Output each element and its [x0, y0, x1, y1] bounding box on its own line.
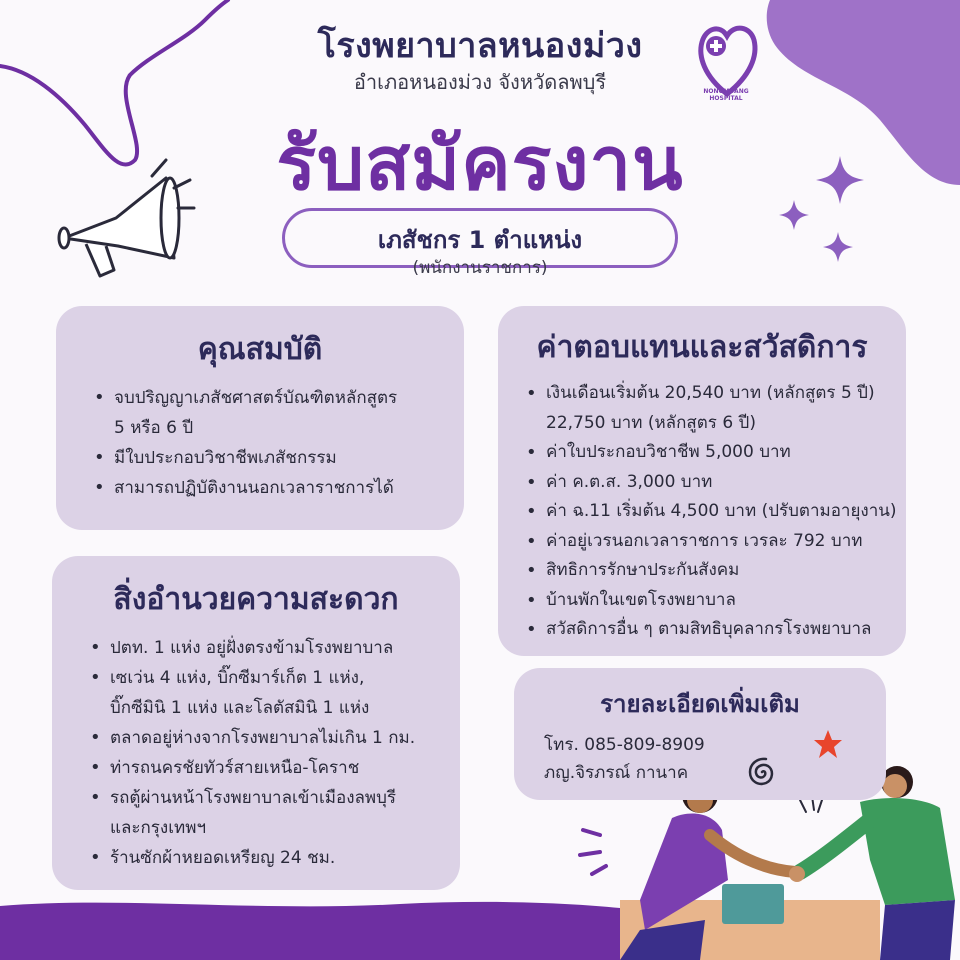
list-item [514, 527, 906, 557]
list-item [82, 383, 464, 443]
district-text: อำเภอหนองม่วง จังหวัดลพบุรี [353, 70, 607, 94]
list-item-text: ตลาดอยู่ห่างจากโรงพยาบาลไม่เกิน 1 กม. [110, 728, 416, 748]
qualifications-title: คุณสมบัติ [197, 332, 323, 367]
list-item-text: ร้านซักผ้าหยอดเหรียญ 24 ชม. [110, 848, 336, 868]
list-item-text: • จบปริญญาเภสัชศาสตร์บัณฑิตหลักสูตร [114, 388, 398, 408]
benefits-list [498, 379, 906, 645]
list-item-text: บิ๊กซีมินิ 1 แห่ง และโลตัสมินิ 1 แห่ง [110, 698, 370, 718]
list-item-text: ค่าอยู่เวรนอกเวลาราชการ เวรละ 792 บาท [546, 530, 863, 551]
list-item [82, 443, 464, 473]
list-item-text: • เงินเดือนเริ่มต้น 20,540 บาท (หลักสูตร 5 ปี) [546, 383, 875, 403]
spiral-icon [742, 752, 782, 792]
list-item-text: • เซเว่น 4 แห่ง, บิ๊กซีมาร์เก็ต 1 แห่ง, [110, 668, 365, 688]
list-item [78, 753, 460, 783]
list-item-text: ท่ารถนครชัยทัวร์สายเหนือ-โคราช [110, 758, 360, 778]
list-item [78, 633, 460, 663]
list-item [78, 843, 460, 873]
list-item-text: และกรุงเทพฯ [110, 818, 206, 838]
list-item [514, 556, 906, 586]
contact-phone: โทร. 085-809-8909 [544, 735, 705, 755]
benefits-title: ค่าตอบแทนและสวัสดิการ [536, 330, 868, 365]
list-item [78, 723, 460, 753]
megaphone-icon [56, 158, 196, 288]
list-item-text: ปตท. 1 แห่ง อยู่ฝั่งตรงข้ามโรงพยาบาล [110, 638, 394, 658]
headline: รับสมัครงาน [276, 121, 684, 207]
sparkle-icon [770, 150, 880, 270]
facilities-title: สิ่งอำนวยความสะดวก [113, 582, 399, 617]
list-item [78, 783, 460, 843]
list-item-text: บ้านพักในเขตโรงพยาบาล [546, 589, 736, 610]
star-icon [812, 728, 844, 760]
hospital-name: โรงพยาบาลหนองม่วง [317, 26, 643, 66]
list-item-text: ค่าใบประกอบวิชาชีพ 5,000 บาท [546, 442, 791, 462]
benefits-card [498, 306, 906, 656]
laptop [722, 884, 784, 924]
list-item-text: มีใบประกอบวิชาชีพเภสัชกรรม [114, 448, 337, 468]
contact-title: รายละเอียดเพิ่มเติม [600, 690, 800, 718]
logo-text: NONGMUANG HOSPITAL [703, 88, 749, 102]
qualifications-card [56, 306, 464, 530]
list-item-text: ค่า ฉ.11 เริ่มต้น 4,500 บาท (ปรับตามอายุงาน) [546, 501, 897, 521]
list-item [82, 473, 464, 503]
list-item-text: สิทธิการรักษาประกันสังคม [546, 560, 740, 580]
list-item [514, 438, 906, 468]
list-item [514, 379, 906, 438]
qualifications-list [56, 383, 464, 503]
facilities-card [52, 556, 460, 890]
list-item-text: สามารถปฏิบัติงานนอกเวลาราชการได้ [114, 478, 394, 498]
list-item-text: 5 หรือ 6 ปี [114, 418, 194, 438]
list-item [514, 586, 906, 616]
position-title: เภสัชกร 1 ตำแหน่ง [377, 226, 583, 254]
list-item-text: • รถตู้ผ่านหน้าโรงพยาบาลเข้าเมืองลพบุรี [110, 788, 397, 808]
list-item-text: 22,750 บาท (หลักสูตร 6 ปี) [546, 412, 756, 433]
list-item-text: สวัสดิการอื่น ๆ ตามสิทธิบุคลากรโรงพยาบาล [546, 619, 872, 639]
handshake [789, 866, 805, 882]
list-item [514, 497, 906, 527]
bottom-wave [0, 902, 620, 960]
contact-person: ภญ.จิรภรณ์ กานาค [544, 763, 689, 783]
position-subtitle: (พนักงานราชการ) [412, 258, 548, 278]
list-item-text: ค่า ค.ต.ส. 3,000 บาท [546, 471, 713, 492]
facilities-list [52, 633, 460, 873]
list-item [78, 663, 460, 723]
list-item [514, 615, 906, 645]
list-item [514, 468, 906, 498]
squiggle-line [0, 0, 228, 165]
